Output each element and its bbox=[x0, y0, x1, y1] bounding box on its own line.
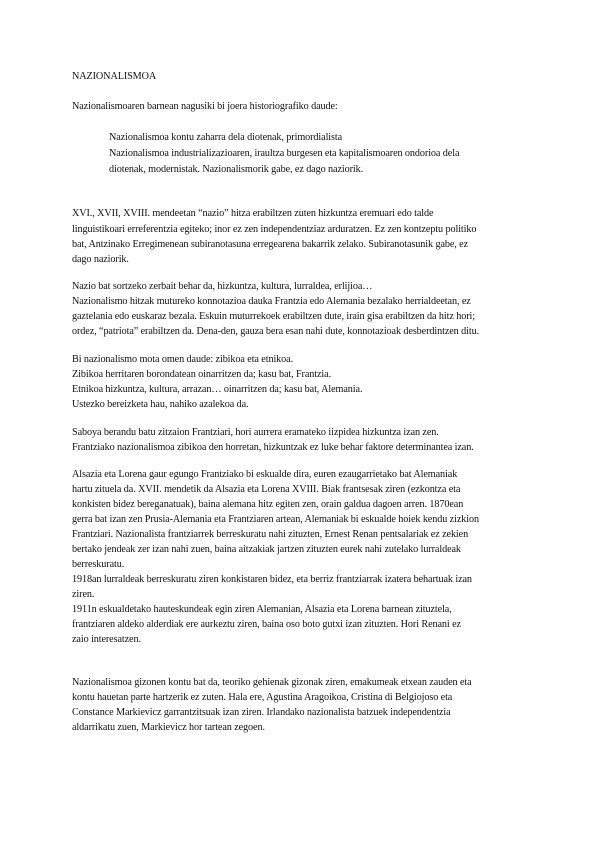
paragraph-line: hartu zituela da. XVII. mendetik da Alsazia eta Lorena XVIII. Biak frantsesak ziren (ezkontza eta bbox=[72, 484, 461, 495]
paragraph-line: ordez, “patriota” erabiltzen da. Dena-den, gauza bera esan nahi dute, konnotazioak desberdintzen ditu. bbox=[72, 326, 480, 337]
paragraph-line: kontu hauetan parte hartzerik ez zuten. Hala ere, Agustina Aragoikoa, Cristina di Belgiojoso eta bbox=[72, 692, 453, 703]
bullet-line: diotenak, modernistak. Nazionalismorik gabe, ez dago naziorik. bbox=[109, 164, 364, 175]
paragraph-line: ziren. bbox=[72, 589, 95, 600]
document-title: NAZIONALISMOA bbox=[72, 71, 157, 82]
paragraph-line: Alsazia eta Lorena gaur egungo Frantziako bi eskualde dira, euren ezaugarrietako bat Alemaniak bbox=[72, 469, 458, 480]
paragraph-line: frantziaren aldeko alderdiak ere aurkeztu ziren, baina oso boto gutxi izan zituzten. Hori Renani ez bbox=[72, 619, 461, 630]
paragraph-line: berreskuratu. bbox=[72, 559, 125, 570]
paragraph-line: Constance Markievicz garrantzitsuak izan ziren. Irlandako nazionalista batzuek independentzia bbox=[72, 707, 451, 718]
paragraph-line: Nazionalismoa gizonen kontu bat da, teoriko gehienak gizonak ziren, emakumeak etxean zauden eta bbox=[72, 677, 472, 688]
paragraph-line: Zibikoa herritaren borondatean oinarritzen da; kasu bat, Frantzia. bbox=[72, 369, 332, 380]
paragraph-line: Bi nazionalismo mota omen daude: zibikoa eta etnikoa. bbox=[72, 354, 294, 365]
paragraph-line: Etnikoa hizkuntza, kultura, arrazan… oinarritzen da; kasu bat, Alemania. bbox=[72, 384, 363, 395]
paragraph-line: zaio interesatzen. bbox=[72, 634, 141, 645]
paragraph-line: konkisten bidez bereganatuak), baina alemana hitz egiten zen, orain galdua dagoen arren. 1870ean bbox=[72, 499, 464, 510]
paragraph-line: Nazionalismo hitzak mutureko konnotazioa dauka Frantzia edo Alemania bezalako herrialdeetan, ez bbox=[72, 296, 471, 307]
paragraph-line: gaztelania edo euskaraz bezala. Eskuin muturrekoek erabiltzen dute, irain gisa erabiltzen da hitz hori; bbox=[72, 311, 475, 322]
paragraph-line: 1918an lurraldeak berreskuratu ziren konkistaren bidez, eta berriz frantziarrak izatera behartuak izan bbox=[72, 574, 472, 585]
paragraph-line: linguistikoari erreferentzia egiteko; inor ez zen independentziaz arduratzen. Ez zen kontzeptu politiko bbox=[72, 224, 477, 235]
intro-text: Nazionalismoaren barnean nagusiki bi joera historiografiko daude: bbox=[72, 101, 338, 112]
paragraph-line: Ustezko bereizketa hau, nahiko azalekoa da. bbox=[72, 399, 249, 410]
paragraph-line: dago naziorik. bbox=[72, 254, 129, 265]
paragraph-line: Frantziako nazionalismoa zibikoa den horretan, hizkuntzak ez luke behar faktore determinantea izan. bbox=[72, 442, 474, 453]
paragraph-line: bertako jendeak zer izan nahi zuen, baina aitzakiak jartzen zituzten eurek nahi zutelako lurraldeak bbox=[72, 544, 461, 555]
paragraph-line: XVI., XVII, XVIII. mendeetan “nazio” hitza erabiltzen zuten hizkuntza eremuari edo talde bbox=[72, 208, 434, 219]
paragraph-line: Frantziari. Nazionalista frantziarrek berreskuratu nahi zituzten, Ernest Renan pentsalariak ez zekien bbox=[72, 529, 469, 540]
bullet-line: Nazionalismoa kontu zaharra dela diotenak, primordialista bbox=[109, 132, 343, 143]
paragraph-line: gerra bat izan zen Prusia-Alemania eta Frantziaren artean, Alemaniak bi eskualde hoiek kendu zizkion bbox=[72, 514, 479, 525]
bullet-line: Nazionalismoa industrializazioaren, iraultza burgesen eta kapitalismoaren ondorioa dela bbox=[109, 148, 460, 159]
paragraph-line: aldarrikatu zuen, Markievicz hor tartean zegoen. bbox=[72, 722, 265, 733]
paragraph-line: Nazio bat sortzeko zerbait behar da, hizkuntza, kultura, lurraldea, erlijioa… bbox=[72, 281, 373, 292]
paragraph-line: bat, Antzinako Erregimenean subiranotasuna erregearena bakarrik zelako. Subiranotasunik gabe, ez bbox=[72, 239, 469, 250]
paragraph-line: 1911n eskualdetako hauteskundeak egin ziren Alemanian, Alsazia eta Lorena barnean zituztela, bbox=[72, 604, 452, 615]
paragraph-line: Saboya berandu batu zitzaion Frantziari, hori aurrera eramateko iizpidea hizkuntza izan zen. bbox=[72, 427, 439, 438]
